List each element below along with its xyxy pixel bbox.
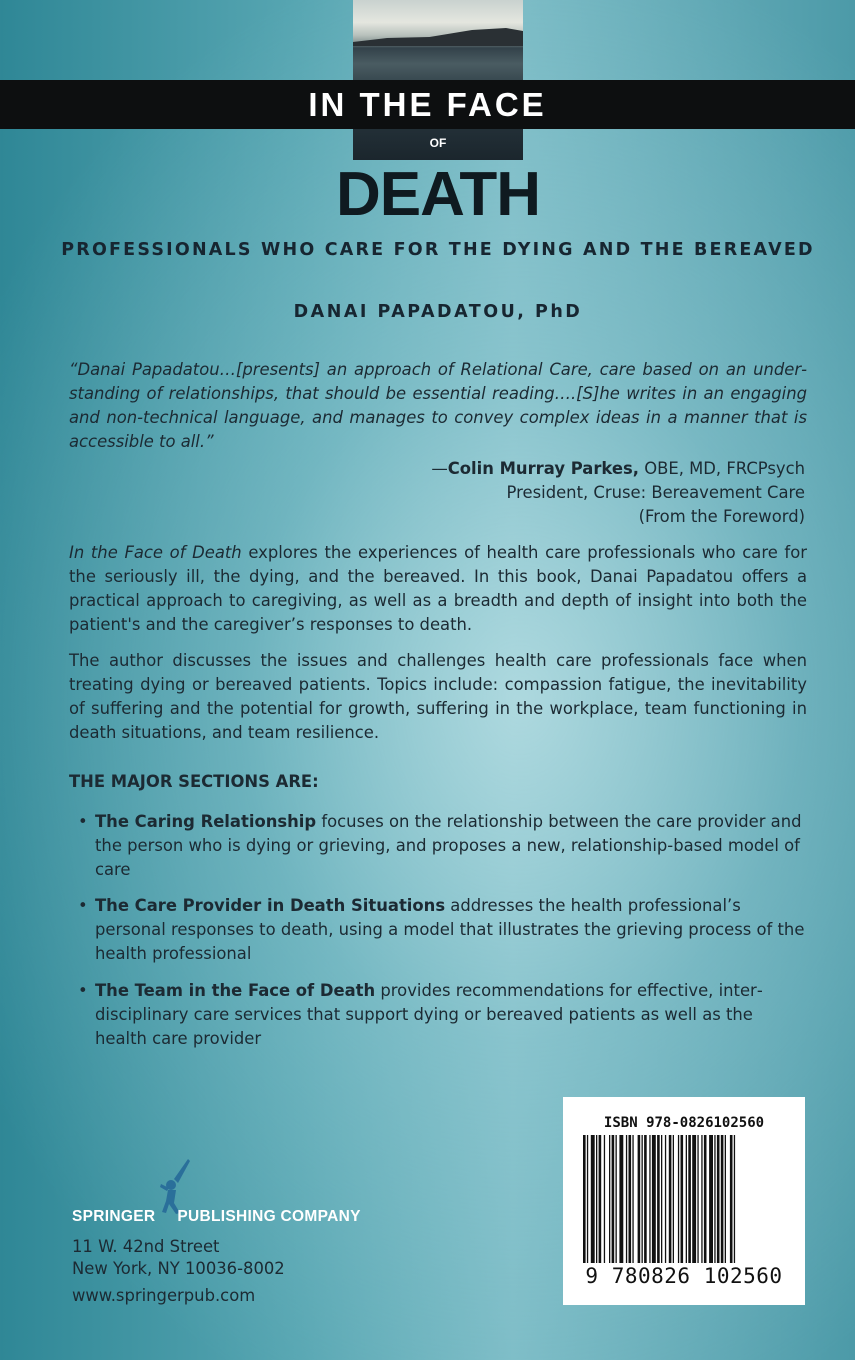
publisher-website: www.springerpub.com <box>72 1286 256 1305</box>
title-death: DEATH <box>336 160 540 229</box>
section-title: The Care Provider in Death Situations <box>95 896 446 915</box>
springer-logo-figure-icon <box>158 1157 194 1215</box>
section-title: The Team in the Face of Death <box>95 981 376 1000</box>
barcode-bar <box>730 1135 733 1263</box>
attribution-credentials: OBE, MD, FRCPsych <box>639 459 805 478</box>
barcode-bar <box>717 1135 720 1263</box>
barcode-bar <box>697 1135 698 1263</box>
publisher-address-line-1: 11 W. 42nd Street <box>72 1237 220 1256</box>
section-text: addresses the health professional’s personal responses to death, using a model that illustrates the grieving process of the health professional <box>95 896 805 963</box>
barcode-bar <box>669 1135 672 1263</box>
barcode-bar <box>626 1135 627 1263</box>
author-name: DANAI PAPADATOU, PhD <box>293 302 583 322</box>
barcode-bar <box>596 1135 597 1263</box>
barcode-bar <box>709 1135 713 1263</box>
barcode-bar <box>721 1135 724 1263</box>
barcode-box <box>563 1097 805 1305</box>
barcode-bar <box>725 1135 726 1263</box>
publisher-name-part2: PUBLISHING COMPANY <box>177 1208 361 1225</box>
barcode-bar <box>649 1135 650 1263</box>
barcode-bar <box>688 1135 691 1263</box>
isbn-label: ISBN 978-0826102560 <box>603 1115 765 1131</box>
publisher-name-part1: SPRINGER <box>72 1208 156 1225</box>
barcode-digits: 9 780826 102560 <box>585 1264 783 1288</box>
barcode-bar <box>629 1135 632 1263</box>
attribution-name-line <box>431 457 805 481</box>
book-title-inline: In the Face of Death <box>69 543 242 562</box>
barcode-bar <box>681 1135 684 1263</box>
quote-attribution <box>431 457 805 529</box>
bullet-icon: • <box>78 812 88 831</box>
barcode-bar <box>665 1135 666 1263</box>
bullet-icon: • <box>78 896 88 915</box>
subtitle: PROFESSIONALS WHO CARE FOR THE DYING AND THE BEREAVED <box>61 240 815 260</box>
section-text: focuses on the relationship between the care provider and the person who is dying or grieving, and proposes a new, relationship-based model of care <box>95 812 802 879</box>
barcode-bar <box>714 1135 715 1263</box>
barcode-bar <box>609 1135 610 1263</box>
sections-heading: THE MAJOR SECTIONS ARE: <box>69 772 319 791</box>
barcode-bar <box>692 1135 696 1263</box>
attribution-source: (From the Foreword) <box>638 507 805 526</box>
barcode-bar <box>678 1135 679 1263</box>
photo-hills <box>353 26 523 46</box>
barcode-bar <box>616 1135 617 1263</box>
barcode-bar <box>642 1135 643 1263</box>
barcode-bar <box>673 1135 674 1263</box>
section-item <box>78 894 808 966</box>
barcode-bar <box>657 1135 660 1263</box>
description-paragraph-1 <box>69 541 807 637</box>
barcode-bar <box>686 1135 687 1263</box>
description-paragraph-1-text: explores the experiences of health care professionals who care for the seriously ill, the dying, and the bereaved. In this book, Danai Papadatou offers a practical approach to caregiving, as well as a breadth and depth of insight into both the patient's and the caregiver’s responses to death. <box>69 543 807 634</box>
barcode-bar <box>599 1135 602 1263</box>
title-line-1: IN THE FACE <box>308 86 547 123</box>
section-item <box>78 810 808 882</box>
section-title: The Caring Relationship <box>95 812 317 831</box>
barcode-bar <box>652 1135 656 1263</box>
title-of: OF <box>429 136 447 150</box>
barcode-bars <box>583 1135 785 1263</box>
attribution-dash: — <box>431 459 448 478</box>
barcode-bar <box>661 1135 662 1263</box>
section-text: provides recommendations for effective, interdisciplinary care services that support dying or bereaved patients as well as the health care provider <box>95 981 763 1048</box>
endorsement-quote: “Danai Papadatou…[presents] an approach of Relational Care, care based on an understanding of relationships, that should be essential reading….[S]he writes in an engaging and non-technical language, and manages to convey complex ideas in a manner that is accessible to all.” <box>69 360 807 451</box>
section-item <box>78 979 808 1051</box>
attribution-role: President, Cruse: Bereavement Care <box>506 483 805 502</box>
bullet-icon: • <box>78 981 88 1000</box>
barcode-bar <box>704 1135 707 1263</box>
barcode-bar <box>591 1135 595 1263</box>
barcode-bar <box>619 1135 623 1263</box>
barcode-bar <box>638 1135 641 1263</box>
barcode-bar <box>612 1135 615 1263</box>
publisher-address-line-2: New York, NY 10036-8002 <box>72 1259 285 1278</box>
description-paragraph-2: The author discusses the issues and challenges health care professionals face when treating dying or bereaved patients. Topics include: compassion fatigue, the inevitability of suffering and the potential for growth, suffering in the workplace, team functioning in death situations, and team resilience. <box>69 651 807 742</box>
barcode-bar <box>701 1135 702 1263</box>
attribution-name: Colin Murray Parkes, <box>447 459 639 478</box>
barcode-bar <box>644 1135 647 1263</box>
barcode-bar <box>632 1135 633 1263</box>
barcode-bar <box>734 1135 735 1263</box>
barcode-bar <box>604 1135 605 1263</box>
barcode-bar <box>587 1135 588 1263</box>
publisher-name <box>72 1208 361 1226</box>
barcode-bar <box>583 1135 586 1263</box>
